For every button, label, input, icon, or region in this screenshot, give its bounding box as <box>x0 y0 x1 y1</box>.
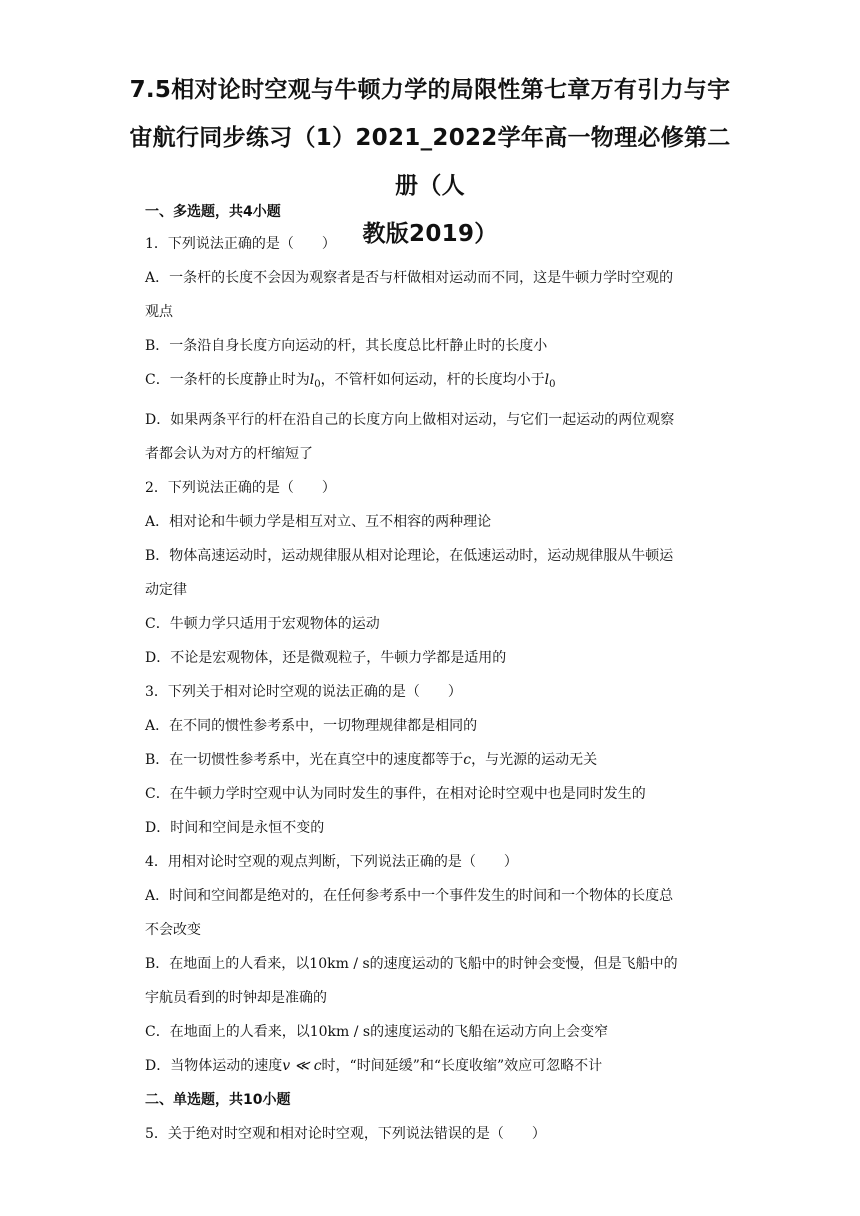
title-line-1: 7.5相对论时空观与牛顿力学的局限性第七章万有引力与宇 <box>129 77 731 103</box>
speed-value: 10km / s <box>309 1024 371 1040</box>
option-d-text-end: 时，“时间延缓”和“长度收缩”效应可忽略不计 <box>321 1058 603 1074</box>
question-3-stem: 3．下列关于相对论时空观的说法正确的是（ ） <box>145 684 462 700</box>
option-c-text-start: C．一条杆的长度静止时为 <box>145 372 310 388</box>
question-4-option-d <box>145 1056 602 1076</box>
question-3-option-d: D．时间和空间是永恒不变的 <box>145 820 325 836</box>
option-b-text-end: ，与光源的运动无关 <box>471 752 598 768</box>
title-line-3: 教版2019） <box>362 221 498 247</box>
length-subscript: 0 <box>314 379 321 390</box>
length-subscript: 0 <box>549 379 556 390</box>
option-b-text-start: B．在地面上的人看来，以 <box>145 956 310 972</box>
speed-value: 10km / s <box>309 956 370 972</box>
question-2-option-d: D．不论是宏观物体，还是微观粒子，牛顿力学都是适用的 <box>145 650 507 666</box>
section-heading-single-choice: 二、单选题，共10小题 <box>145 1092 291 1108</box>
question-1-option-d-line-2: 者都会认为对方的杆缩短了 <box>145 446 313 462</box>
question-3-option-c: C．在牛顿力学时空观中认为同时发生的事件，在相对论时空观中也是同时发生的 <box>145 786 646 802</box>
length-symbol: l <box>544 372 550 388</box>
question-4-option-b-line-2: 宇航员看到的时钟却是准确的 <box>145 990 327 1006</box>
question-1-option-c <box>145 370 555 395</box>
question-1-option-a-line-1: A．一条杆的长度不会因为观察者是否与杆做相对运动而不同，这是牛顿力学时空观的 <box>145 270 674 286</box>
question-2-option-c: C．牛顿力学只适用于宏观物体的运动 <box>145 616 380 632</box>
title-line-2: 宙航行同步练习（1）2021_2022学年高一物理必修第二册（人 <box>129 125 731 199</box>
option-b-text-start: B．在一切惯性参考系中，光在真空中的速度都等于 <box>145 752 464 768</box>
option-b-text-end: 的速度运动的飞船中的时钟会变慢，但是飞船中的 <box>369 956 678 972</box>
question-1-stem: 1．下列说法正确的是（ ） <box>145 236 336 252</box>
question-4-option-a-line-1: A．时间和空间都是绝对的，在任何参考系中一个事件发生的时间和一个物体的长度总 <box>145 888 674 904</box>
question-4-option-c <box>145 1022 608 1042</box>
length-symbol: l <box>309 372 315 388</box>
question-1-option-d-line-1: D．如果两条平行的杆在沿自己的长度方向上做相对运动，与它们一起运动的两位观察 <box>145 412 675 428</box>
question-2-option-a: A．相对论和牛顿力学是相互对立、互不相容的两种理论 <box>145 514 492 530</box>
light-speed-symbol: c <box>463 752 472 768</box>
question-1-option-a-line-2: 观点 <box>145 304 173 320</box>
option-c-text-start: C．在地面上的人看来，以 <box>145 1024 310 1040</box>
question-2-stem: 2．下列说法正确的是（ ） <box>145 480 336 496</box>
option-c-text-end: 的速度运动的飞船在运动方向上会变窄 <box>370 1024 609 1040</box>
question-2-option-b-line-1: B．物体高速运动时，运动规律服从相对论理论，在低速运动时，运动规律服从牛顿运 <box>145 548 674 564</box>
page-title <box>120 66 740 258</box>
question-5-stem: 5．关于绝对时空观和相对论时空观，下列说法错误的是（ ） <box>145 1126 546 1142</box>
speed-condition-formula: v ≪ c <box>282 1058 322 1074</box>
question-3-option-a: A．在不同的惯性参考系中，一切物理规律都是相同的 <box>145 718 478 734</box>
question-2-option-b-line-2: 动定律 <box>145 582 187 598</box>
option-d-text-start: D．当物体运动的速度 <box>145 1058 283 1074</box>
question-4-stem: 4．用相对论时空观的观点判断，下列说法正确的是（ ） <box>145 854 518 870</box>
question-4-option-a-line-2: 不会改变 <box>145 922 201 938</box>
question-1-option-b: B．一条沿自身长度方向运动的杆，其长度总比杆静止时的长度小 <box>145 338 548 354</box>
question-4-option-b-line-1 <box>145 954 678 974</box>
section-heading-multiple-choice: 一、多选题，共4小题 <box>145 204 281 220</box>
option-c-text-middle: ，不管杆如何运动，杆的长度均小于 <box>320 372 545 388</box>
question-3-option-b <box>145 750 597 770</box>
